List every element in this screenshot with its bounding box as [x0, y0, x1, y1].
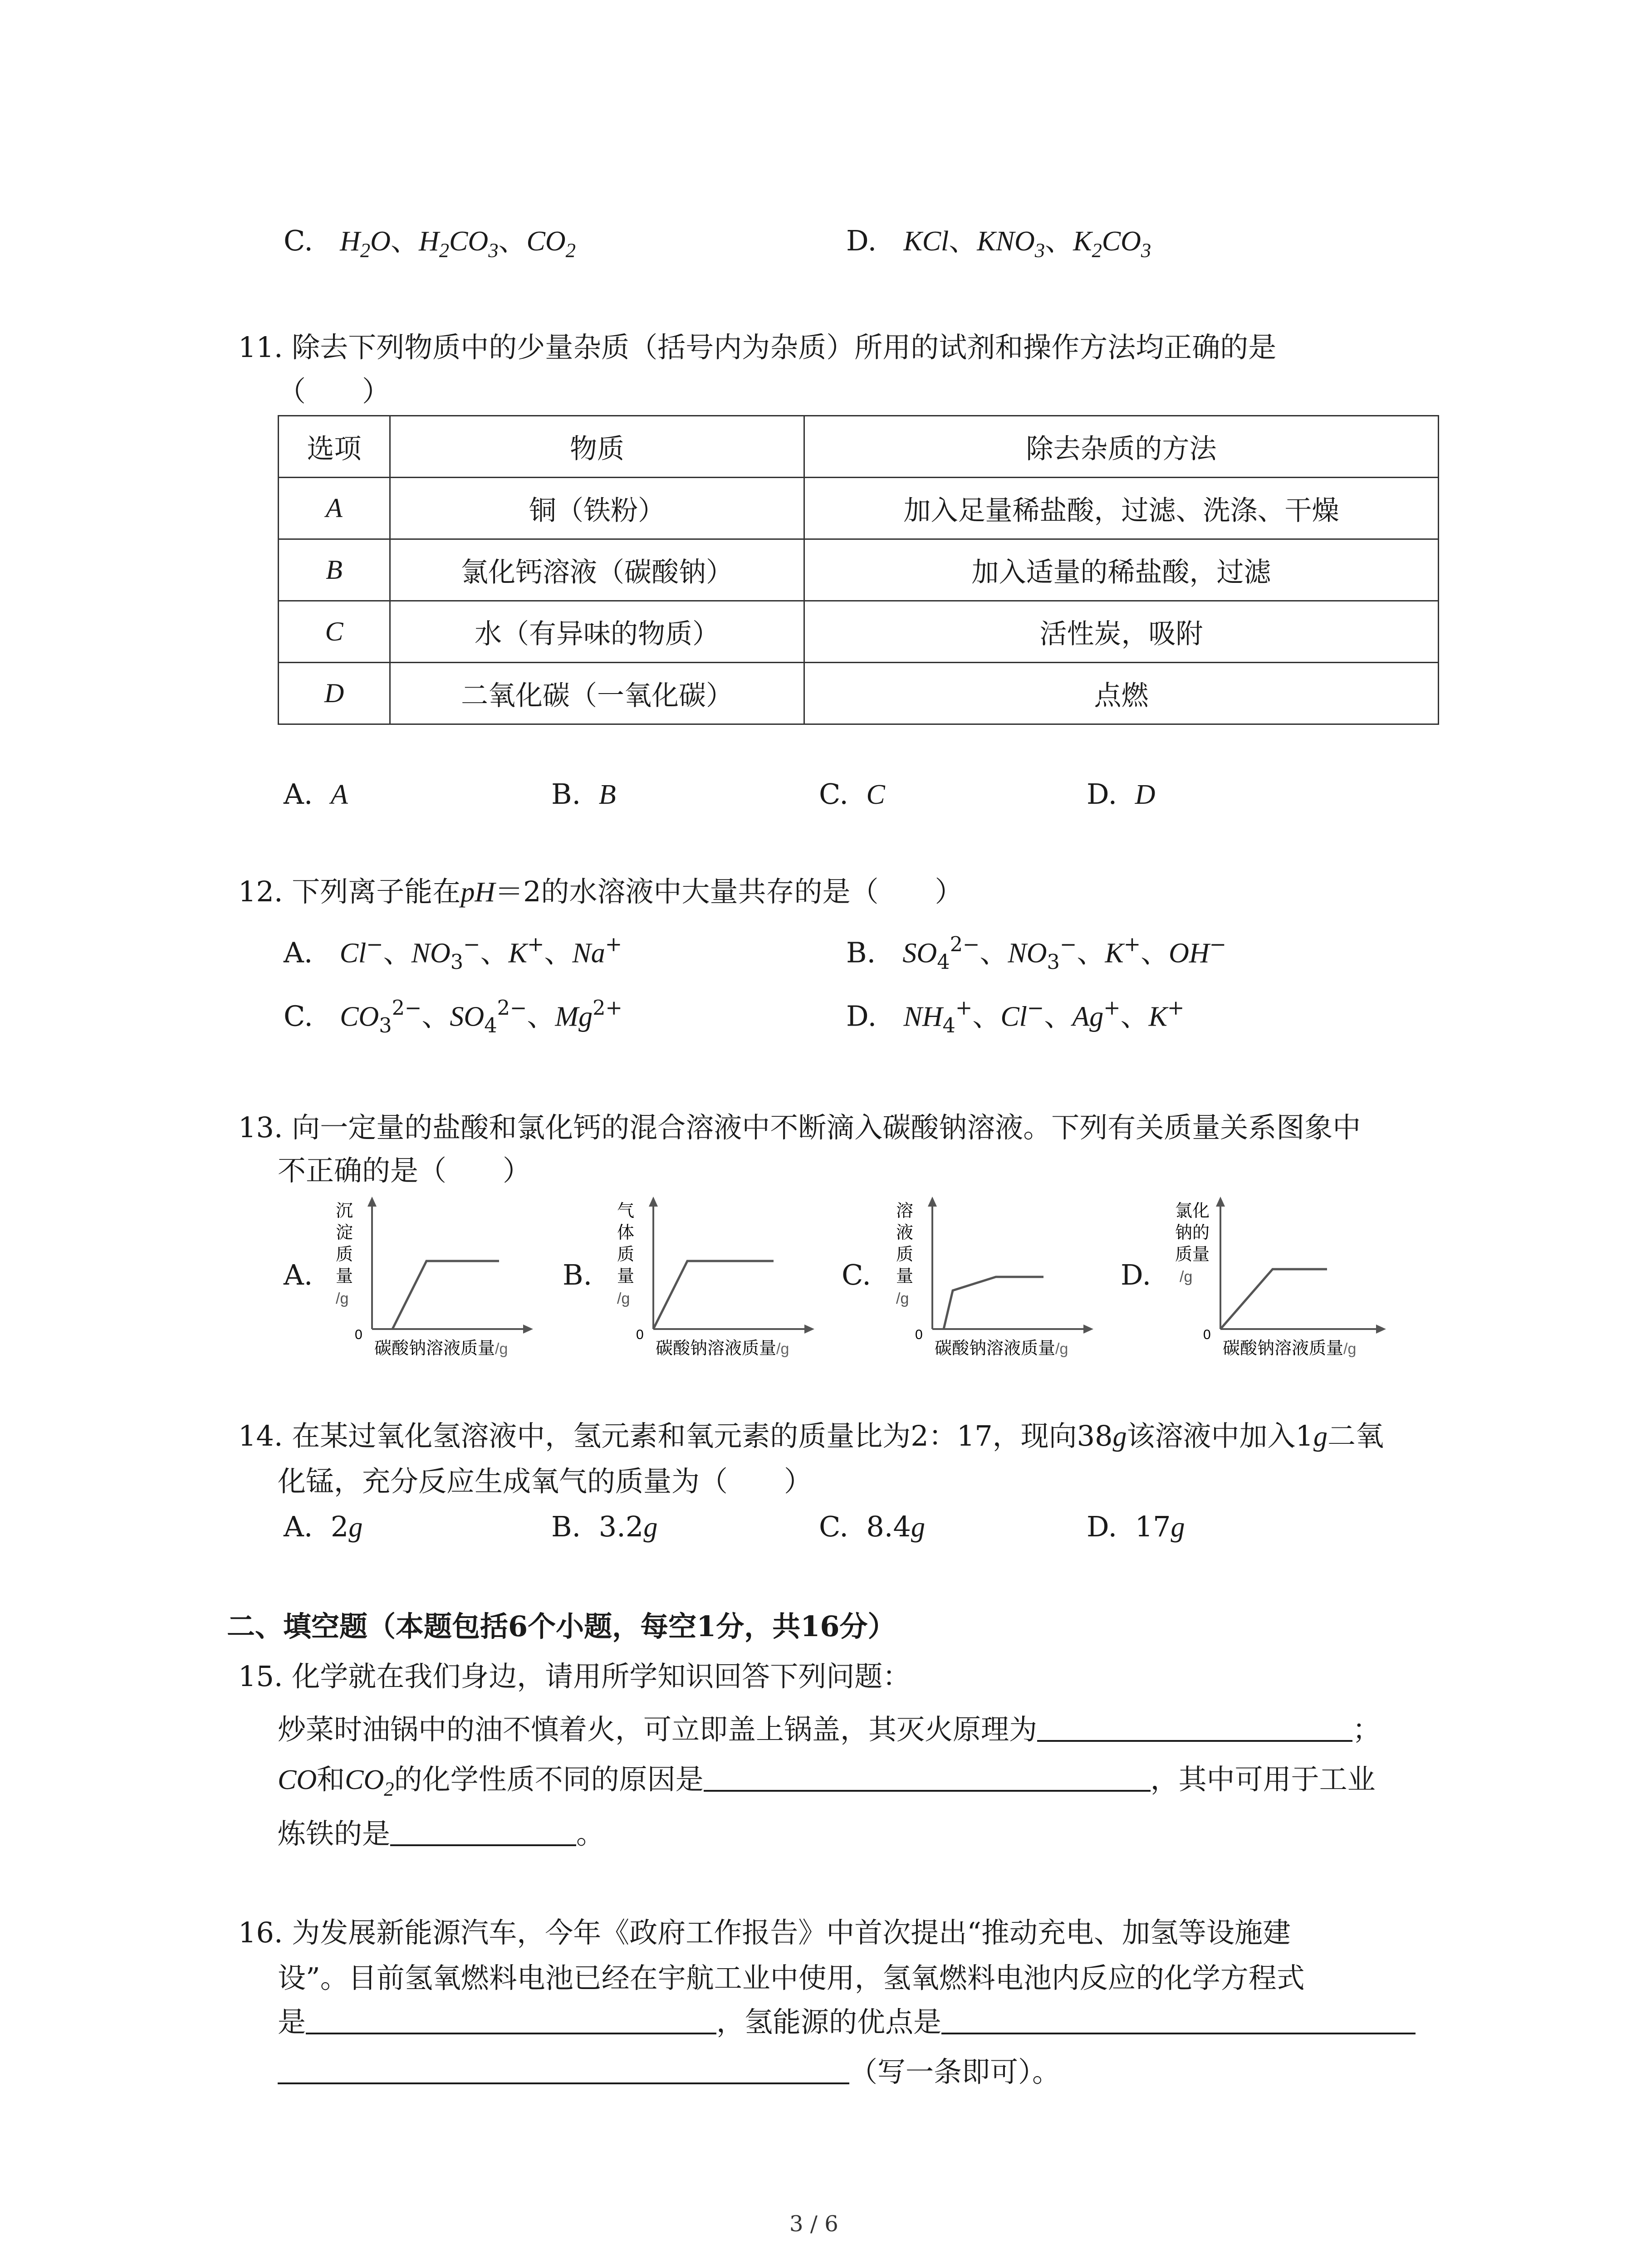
ion-part: + [1103, 996, 1121, 1020]
q11-option-c [819, 777, 885, 811]
q11-option-a [284, 777, 348, 811]
graph-origin: 0 [1203, 1327, 1211, 1342]
stem-text: ＝2的水溶液中大量共存的是（ ） [495, 875, 963, 908]
q13-graph-d-label: D. [1121, 1258, 1151, 1291]
q14-option-a [284, 1510, 363, 1543]
ion-part: − [1059, 933, 1077, 956]
option-value: 8.4 [866, 1510, 911, 1543]
option-label: A. [284, 1510, 313, 1543]
answer-blank[interactable] [1037, 1715, 1352, 1742]
formula-part: 2 [439, 239, 450, 262]
separator: 、 [980, 936, 1008, 969]
separator: 、 [1045, 224, 1073, 257]
ion-part: + [605, 933, 622, 956]
stem-text: pH [460, 877, 495, 908]
stem-text: ，氢能源的优点是 [716, 2005, 942, 2038]
graph-c-svg [887, 1193, 1100, 1365]
option-label: C. [819, 777, 848, 811]
section-title: 二、填空题（本题包括6个小题，每空1分，共16分） [227, 1610, 896, 1643]
graph-x-label [1223, 1339, 1356, 1358]
q15-line1 [278, 1715, 1381, 1744]
option-label: C. [284, 999, 313, 1033]
table-row [279, 478, 1439, 539]
q14-option-d [1087, 1510, 1185, 1543]
graph-y-label-char: 量 [617, 1267, 635, 1286]
table-header-row [279, 416, 1439, 478]
q15-line3 [278, 1819, 604, 1848]
ion-part: 3 [450, 950, 464, 974]
q11-answer-paren: （ ） [278, 375, 391, 408]
formula-part: 3 [1141, 239, 1151, 262]
graph-y-label-char: 量 [336, 1267, 353, 1286]
separator: 、 [1077, 936, 1105, 969]
stem-text: 是 [278, 2005, 306, 2038]
ion-part: OH [1169, 938, 1210, 969]
table-cell: 铜（铁粉） [390, 478, 804, 539]
graph-origin: 0 [355, 1327, 362, 1342]
page-number: 3 / 6 [789, 2211, 838, 2237]
q10-option-d [846, 224, 1151, 262]
graph-y-label-line: 钠的 [1175, 1223, 1210, 1242]
separator: 、 [972, 999, 1001, 1033]
separator: 、 [1141, 936, 1169, 969]
ion-part: 2+ [593, 996, 622, 1020]
q15-stem: 15. 化学就在我们身边，请用所学知识回答下列问题： [238, 1660, 911, 1693]
graph-y-arrow [649, 1197, 658, 1207]
formula-part: H [418, 226, 439, 257]
graph-y-label-char: 液 [896, 1223, 914, 1242]
option-value: 3.2 [598, 1510, 644, 1543]
formula-part: CO [345, 1765, 384, 1795]
graph-curve [944, 1277, 1043, 1329]
graph-x-label-text: 碳酸钠溶液质量 [374, 1339, 495, 1358]
q12-option-a [284, 934, 622, 972]
table-cell: B [279, 539, 390, 601]
option-value: 17 [1135, 1510, 1171, 1543]
ion-part: Cl [339, 938, 367, 969]
graph-curve [392, 1261, 499, 1329]
option-value: B [598, 779, 616, 810]
graph-y-label-char: 质 [617, 1245, 635, 1264]
formula-part: 2 [360, 239, 371, 262]
punctuation: 。 [576, 1817, 605, 1850]
graph-x-label [374, 1339, 508, 1358]
separator: 、 [480, 936, 509, 969]
ion-part: Mg [555, 1001, 593, 1032]
option-label: D. [1087, 777, 1117, 811]
graph-x-unit: /g [495, 1340, 508, 1358]
graph-y-label-char: 淀 [336, 1223, 353, 1242]
q16-line4 [278, 2057, 1060, 2086]
q13-stem-line1: 13. 向一定量的盐酸和氯化钙的混合溶液中不断滴入碳酸钠溶液。下列有关质量关系图象中 [238, 1111, 1361, 1144]
q12-option-d [846, 998, 1184, 1036]
graph-x-unit: /g [1055, 1340, 1068, 1358]
option-label: D. [1087, 1510, 1117, 1543]
graph-y-label-char: 体 [617, 1223, 635, 1242]
formula-part: CO [278, 1765, 317, 1795]
graph-y-label-char: 气 [617, 1202, 635, 1221]
unit: g [643, 1512, 658, 1543]
graph-x-label [656, 1339, 789, 1358]
ion-part: − [1027, 996, 1044, 1020]
option-value: D [1135, 779, 1156, 810]
option-label: B. [846, 936, 876, 969]
separator: 、 [383, 936, 411, 969]
punctuation: ； [1352, 1713, 1381, 1746]
table-cell: 点燃 [804, 663, 1439, 724]
q16-line2: 设”。目前氢氧燃料电池已经在宇航工业中使用，氢氧燃料电池内反应的化学方程式 [278, 1961, 1305, 1994]
graph-origin: 0 [636, 1327, 644, 1342]
q13-graph-b-label: B. [563, 1258, 593, 1291]
graph-y-label-char: 量 [896, 1267, 914, 1286]
stem-text: 14. 在某过氧化氢溶液中，氢元素和氧元素的质量比为2：17，现向38 [238, 1419, 1113, 1452]
ion-part: − [463, 933, 480, 956]
table-cell: 二氧化碳（一氧化碳） [390, 663, 804, 724]
ion-part: Ag [1072, 1001, 1104, 1032]
graph-x-unit: /g [776, 1340, 789, 1358]
ion-part: K [508, 938, 527, 969]
graph-x-arrow [1376, 1325, 1386, 1334]
graph-b-svg [608, 1193, 821, 1365]
formula-part: KNO [977, 226, 1035, 257]
q12-stem [238, 875, 963, 908]
ion-part: K [1148, 1001, 1167, 1032]
option-label: C. [284, 224, 313, 257]
graph-y-unit: /g [617, 1290, 630, 1307]
graph-y-label-line: 氯化 [1175, 1202, 1210, 1221]
stem-text: 该溶液中加入1 [1127, 1419, 1313, 1452]
ion-part: Na [572, 938, 605, 969]
q15-line2 [278, 1765, 1376, 1799]
q13-graph-a [327, 1193, 540, 1365]
ion-part: 2− [392, 996, 422, 1020]
separator: 、 [421, 999, 450, 1033]
q13-graph-c-label: C. [842, 1258, 871, 1291]
q13-stem-line2: 不正确的是（ ） [278, 1154, 531, 1187]
option-label: B. [551, 777, 581, 811]
formula-part: 3 [488, 239, 499, 262]
option-label: A. [284, 777, 313, 811]
separator: 、 [527, 999, 555, 1033]
ion-part: 4 [937, 950, 950, 974]
stem-text: 炼铁的是 [278, 1817, 391, 1850]
formula-part: CO [1102, 226, 1141, 257]
q13-graph-c [887, 1193, 1100, 1365]
graph-y-label-char: 溶 [896, 1202, 914, 1221]
separator: 、 [1044, 999, 1073, 1033]
unit: g [911, 1512, 925, 1543]
formula-part: H [340, 226, 360, 257]
q13-graph-d [1171, 1193, 1397, 1365]
stem-text: 和 [317, 1763, 345, 1796]
ion-part: 3 [1047, 950, 1060, 974]
option-label: D. [846, 999, 877, 1033]
q14-stem-line1 [238, 1419, 1384, 1452]
stem-text: （写一条即可）。 [849, 2055, 1061, 2088]
formula-part: 2 [565, 239, 576, 262]
option-label: D. [846, 224, 877, 257]
graph-y-label-char: 质 [336, 1245, 353, 1264]
graph-x-arrow [804, 1325, 814, 1334]
table-cell: 水（有异味的物质） [390, 601, 804, 663]
ion-part: SO [902, 938, 937, 969]
table-cell: C [279, 601, 390, 663]
ion-part: 4 [484, 1013, 497, 1037]
answer-blank[interactable] [704, 1765, 1151, 1792]
option-value: C [866, 779, 885, 810]
ion-part: 2− [950, 933, 980, 956]
graph-curve [653, 1261, 774, 1329]
q13-graph-a-label: A. [284, 1258, 313, 1291]
option-label: C. [819, 1510, 848, 1543]
formula-part: 2 [384, 1777, 394, 1800]
graph-y-label-char: 质 [896, 1245, 914, 1264]
table-cell: 加入适量的稀盐酸，过滤 [804, 539, 1439, 601]
table-row [279, 663, 1439, 724]
separator: 、 [949, 224, 977, 257]
ion-part: − [1209, 933, 1227, 956]
q11-option-d [1087, 777, 1156, 811]
stem-text: 二氧 [1327, 1419, 1384, 1452]
answer-blank[interactable] [390, 1819, 576, 1846]
unit: g [1171, 1512, 1185, 1543]
option-value: A [330, 779, 348, 810]
stem-text: 炒菜时油锅中的油不慎着火，可立即盖上锅盖，其灭火原理为 [278, 1713, 1038, 1746]
unit: g [1313, 1421, 1327, 1452]
graph-x-arrow [523, 1325, 533, 1334]
ion-part: 4 [942, 1013, 955, 1037]
graph-curve [1220, 1269, 1327, 1329]
graph-y-label-line: 质量 [1175, 1245, 1210, 1264]
ion-part: + [527, 933, 544, 956]
q10-option-c [284, 224, 576, 262]
ion-part: NO [1008, 938, 1047, 969]
graph-x-label-text: 碳酸钠溶液质量 [935, 1339, 1056, 1358]
graph-x-label-text: 碳酸钠溶液质量 [1223, 1339, 1344, 1358]
graph-y-arrow [367, 1197, 377, 1207]
formula-part: CO [449, 226, 489, 257]
table-cell: D [279, 663, 390, 724]
q12-option-c [284, 998, 622, 1036]
ion-part: K [1105, 938, 1124, 969]
option-label: B. [551, 1510, 581, 1543]
graph-x-unit: /g [1343, 1340, 1357, 1358]
formula-part: KCl [903, 226, 949, 257]
unit: g [348, 1512, 363, 1543]
graph-origin: 0 [915, 1327, 923, 1342]
formula-part: 3 [1034, 239, 1045, 262]
option-label: A. [284, 936, 313, 969]
q16-line1: 16. 为发展新能源汽车，今年《政府工作报告》中首次提出“推动充电、加氢等设施建 [238, 1916, 1291, 1949]
q16-line3 [278, 2007, 1416, 2036]
separator: 、 [1120, 999, 1149, 1033]
q13-graph-b [608, 1193, 821, 1365]
ion-part: CO [340, 1001, 379, 1032]
answer-blank[interactable] [306, 2007, 716, 2034]
q14-option-b [551, 1510, 658, 1543]
table-header-cell: 选项 [279, 416, 390, 478]
ion-part: + [955, 996, 973, 1020]
ion-part: 3 [379, 1013, 392, 1037]
graph-d-svg [1171, 1193, 1397, 1365]
separator: 、 [498, 224, 527, 257]
q11-table [278, 415, 1439, 725]
graph-y-unit: /g [896, 1290, 909, 1307]
table-header-cell: 物质 [390, 416, 804, 478]
formula-part: K [1073, 226, 1092, 257]
formula-part: 2 [1092, 239, 1102, 262]
graph-x-label [935, 1339, 1068, 1358]
table-header-cell: 除去杂质的方法 [804, 416, 1439, 478]
stem-text: 12. 下列离子能在 [238, 875, 461, 908]
graph-a-svg [327, 1193, 540, 1365]
q14-option-c [819, 1510, 925, 1543]
ion-part: NH [903, 1001, 943, 1032]
q11-option-b [551, 777, 616, 811]
formula-part: CO [526, 226, 566, 257]
q14-stem-line2: 化锰，充分反应生成氧气的质量为（ ） [278, 1465, 813, 1498]
graph-y-label-char: 沉 [336, 1202, 353, 1221]
ion-part: + [1167, 996, 1185, 1020]
table-cell: 活性炭，吸附 [804, 601, 1439, 663]
q11-stem: 11. 除去下列物质中的少量杂质（括号内为杂质）所用的试剂和操作方法均正确的是 [238, 331, 1277, 364]
graph-y-arrow [1216, 1197, 1225, 1207]
unit: g [1112, 1421, 1127, 1452]
ion-part: Cl [1000, 1001, 1027, 1032]
stem-text: 的化学性质不同的原因是 [394, 1763, 704, 1796]
ion-part: + [1123, 933, 1141, 956]
table-row [279, 539, 1439, 601]
ion-part: SO [450, 1001, 485, 1032]
q12-option-b [846, 934, 1226, 972]
formula-part: O [370, 226, 391, 257]
answer-blank[interactable] [278, 2057, 849, 2084]
table-cell: 氯化钙溶液（碳酸钠） [390, 539, 804, 601]
separator: 、 [390, 224, 419, 257]
ion-part: 2− [497, 996, 527, 1020]
ion-part: − [366, 933, 383, 956]
graph-y-unit: /g [1180, 1268, 1193, 1286]
stem-text: ，其中可用于工业 [1150, 1763, 1376, 1796]
option-value: 2 [330, 1510, 349, 1543]
graph-y-arrow [928, 1197, 937, 1207]
separator: 、 [544, 936, 573, 969]
table-row [279, 601, 1439, 663]
answer-blank[interactable] [941, 2007, 1416, 2034]
table-cell: A [279, 478, 390, 539]
graph-x-arrow [1083, 1325, 1093, 1334]
graph-x-label-text: 碳酸钠溶液质量 [656, 1339, 777, 1358]
ion-part: NO [411, 938, 451, 969]
table-cell: 加入足量稀盐酸，过滤、洗涤、干燥 [804, 478, 1439, 539]
graph-y-unit: /g [336, 1290, 349, 1307]
